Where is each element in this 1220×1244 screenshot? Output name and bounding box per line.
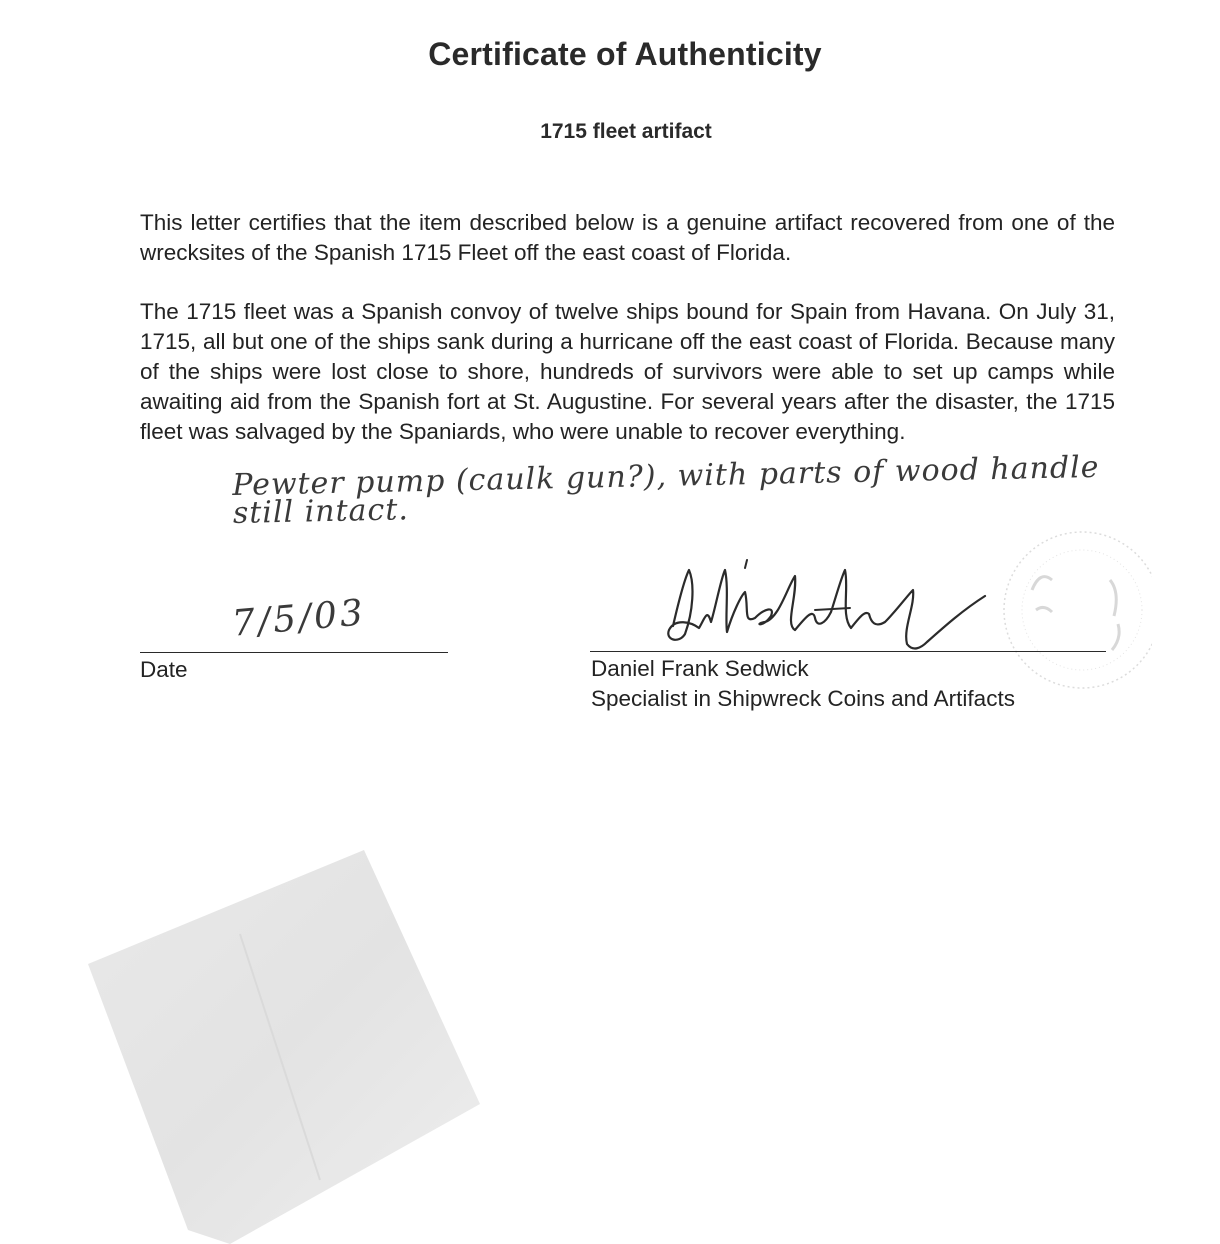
date-line	[140, 652, 448, 653]
history-paragraph: The 1715 fleet was a Spanish convoy of twelve ships bound for Spain from Havana. On July 31, 1715, all but one of the ships sank during a hurricane off the east coast of Florida. Because many of the ships were lost close to shore, hundreds of survivors were able to set up camps while awaiting aid from the Spanish fort at St. Augustine. For several years after the disaster, the 1715 fleet was salvaged by the Spaniards, who were unable to recover everything.	[140, 299, 1115, 444]
signature-line	[590, 651, 1106, 652]
handwritten-item-description: Pewter pump (caulk gun?), with parts of wood handle still intact.	[231, 449, 1100, 531]
signer-name: Daniel Frank Sedwick	[591, 656, 809, 681]
paper-smudge	[80, 850, 480, 1244]
handwritten-date: 7/5/03	[230, 592, 368, 645]
date-label: Date	[140, 657, 188, 682]
signature	[645, 548, 1005, 660]
certificate-subtitle: 1715 fleet artifact	[540, 120, 712, 143]
embossed-seal	[992, 520, 1152, 700]
certificate-title: Certificate of Authenticity	[428, 36, 822, 72]
signer-title: Specialist in Shipwreck Coins and Artifacts	[591, 686, 1015, 711]
certification-paragraph: This letter certifies that the item described below is a genuine artifact recovered from one of the wrecksites of the Spanish 1715 Fleet off the east coast of Florida.	[140, 210, 1115, 265]
